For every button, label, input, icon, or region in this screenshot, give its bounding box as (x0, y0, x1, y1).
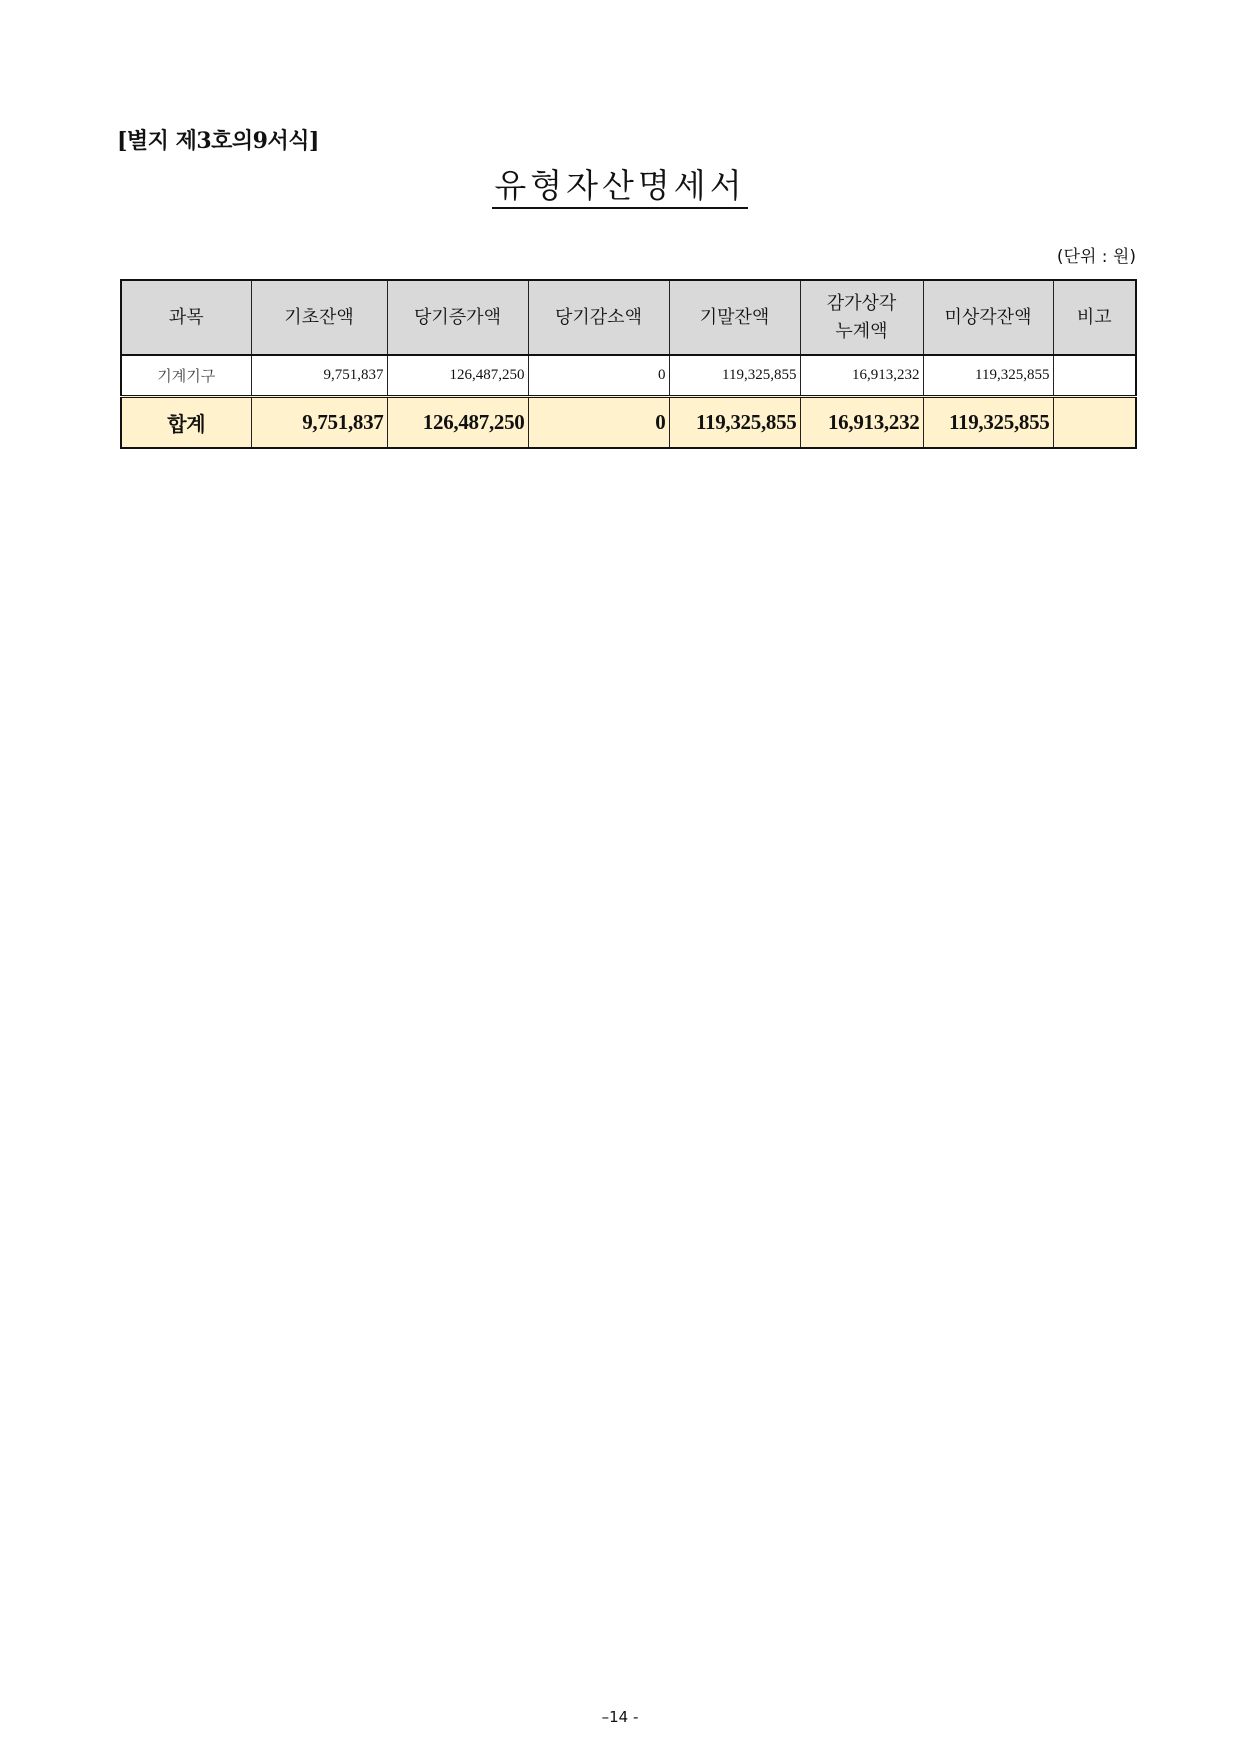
cell-decrease: 0 (528, 355, 669, 396)
header-undepreciated: 미상각잔액 (923, 280, 1053, 355)
tangible-assets-table (120, 279, 1137, 449)
header-closing-balance: 기말잔액 (669, 280, 800, 355)
header-increase: 당기증가액 (387, 280, 528, 355)
header-remarks: 비고 (1053, 280, 1136, 355)
total-subject: 합계 (121, 396, 251, 448)
form-label: [별지 제3호의9서식] (117, 128, 319, 154)
cell-undepreciated: 119,325,855 (923, 355, 1053, 396)
header-accum-depr-line1: 감가상각 (826, 292, 897, 314)
total-closing-balance: 119,325,855 (669, 396, 800, 448)
cell-subject: 기계기구 (121, 355, 251, 396)
total-undepreciated: 119,325,855 (923, 396, 1053, 448)
cell-remarks (1053, 355, 1136, 396)
total-decrease: 0 (528, 396, 669, 448)
total-row (121, 396, 1136, 448)
table-header-row (121, 280, 1136, 355)
document-title-text: 유형자산명세서 (492, 167, 747, 209)
total-increase: 126,487,250 (387, 396, 528, 448)
header-accumulated-depreciation (800, 280, 923, 355)
unit-note: (단위 : 원) (1056, 247, 1136, 267)
total-opening-balance: 9,751,837 (251, 396, 387, 448)
header-decrease: 당기감소액 (528, 280, 669, 355)
header-accum-depr-line2: 누계액 (835, 320, 888, 342)
cell-increase: 126,487,250 (387, 355, 528, 396)
document-title (0, 166, 1240, 209)
header-subject: 과목 (121, 280, 251, 355)
total-remarks (1053, 396, 1136, 448)
cell-closing-balance: 119,325,855 (669, 355, 800, 396)
cell-accumulated-depreciation: 16,913,232 (800, 355, 923, 396)
table-row (121, 355, 1136, 396)
page-number: –14 - (601, 1708, 639, 1726)
total-accumulated-depreciation: 16,913,232 (800, 396, 923, 448)
cell-opening-balance: 9,751,837 (251, 355, 387, 396)
header-opening-balance: 기초잔액 (251, 280, 387, 355)
